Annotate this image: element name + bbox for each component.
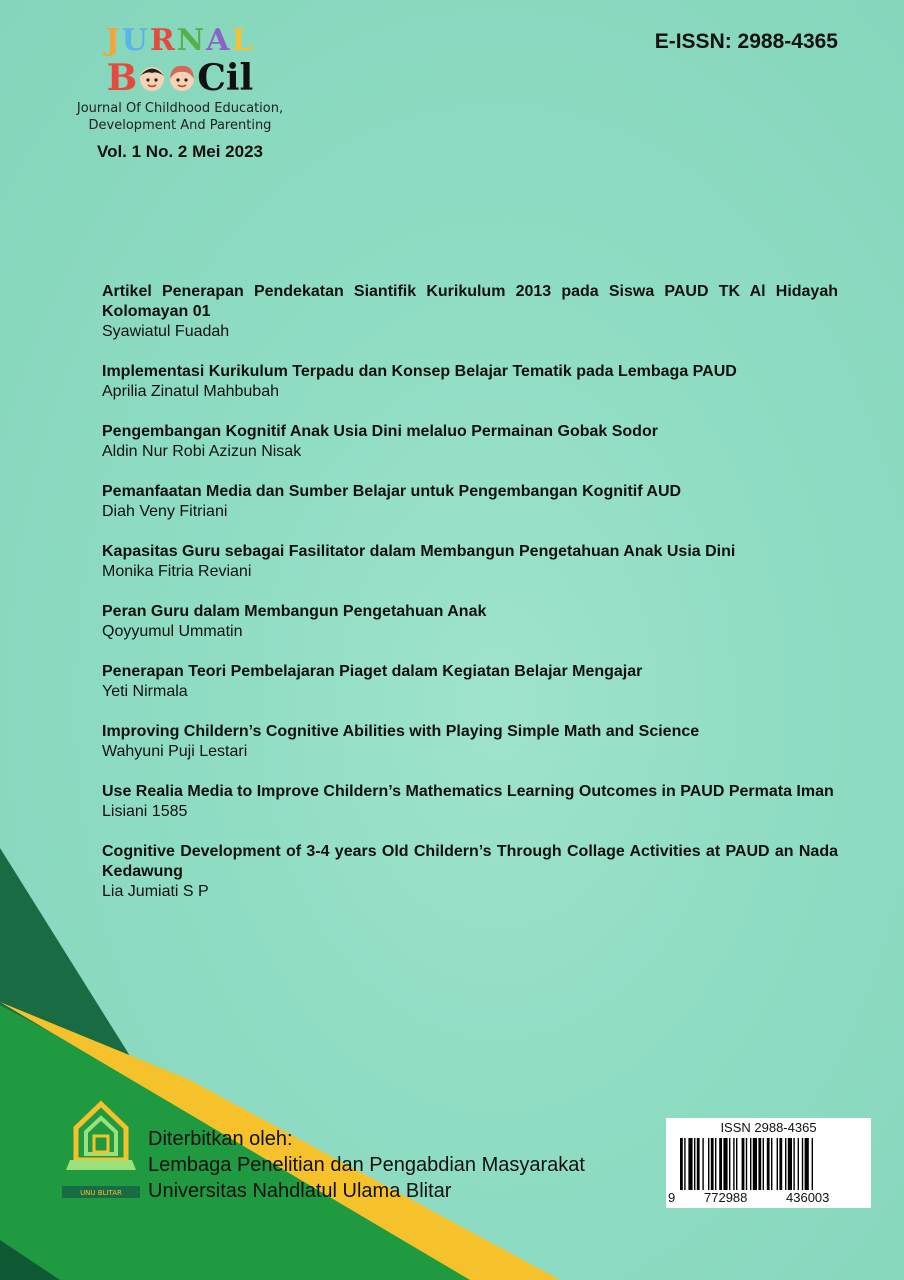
logo-subtitle-line2: Development And Parenting	[88, 118, 272, 133]
girl-face-icon	[167, 63, 197, 93]
barcode-bar	[777, 1138, 778, 1190]
barcode-bar	[788, 1138, 792, 1190]
barcode-bar	[723, 1138, 727, 1190]
logo-letter: A	[206, 23, 232, 58]
university-logo-icon	[56, 1100, 146, 1205]
logo-letter: R	[149, 23, 177, 58]
article-author: Syawiatul Fuadah	[102, 323, 230, 340]
logo-letter-b: B	[106, 57, 138, 99]
logo-title-bocil	[70, 58, 290, 98]
journal-logo	[70, 24, 290, 134]
university-logo-text: UNU BLITAR	[80, 1189, 122, 1197]
barcode-bar	[767, 1138, 770, 1190]
article-author: Lia Jumiati S P	[102, 883, 209, 900]
barcode-issn-text: ISSN 2988-4365	[720, 1120, 817, 1135]
article-item	[102, 362, 838, 402]
barcode-bar	[688, 1138, 692, 1190]
article-title: Artikel Penerapan Pendekatan Siantifik Kurikulum 2013 pada Siswa PAUD TK Al Hidayah Kolomayan 01	[102, 283, 838, 320]
article-item	[102, 662, 838, 702]
barcode-bar	[729, 1138, 730, 1190]
logo-subtitle-line1: Journal Of Childhood Education,	[76, 101, 284, 116]
barcode-bar	[771, 1138, 772, 1190]
barcode-bar	[742, 1138, 745, 1190]
barcode-bar	[719, 1138, 722, 1190]
article-title: Improving Childern’s Cognitive Abilities with Playing Simple Math and Science	[102, 723, 700, 740]
article-author: Lisiani 1585	[102, 803, 188, 820]
issn-barcode	[666, 1118, 871, 1208]
article-list	[102, 282, 838, 922]
article-item	[102, 422, 838, 462]
article-author: Qoyyumul Ummatin	[102, 623, 243, 640]
eissn-label: E-ISSN: 2988-4365	[654, 30, 838, 53]
article-item	[102, 482, 838, 522]
barcode-bar	[779, 1138, 782, 1190]
barcode-bar	[753, 1138, 757, 1190]
article-title: Cognitive Development of 3-4 years Old Childern’s Through Collage Activities at PAUD an Nada Kedawung	[102, 843, 838, 880]
article-title: Kapasitas Guru sebagai Fasilitator dalam Membangun Pengetahuan Anak Usia Dini	[102, 543, 736, 560]
article-item	[102, 602, 838, 642]
barcode-bar	[746, 1138, 747, 1190]
logo-subtitle	[70, 100, 290, 134]
barcode-bar	[702, 1138, 703, 1190]
article-title: Implementasi Kurikulum Terpadu dan Konsep Belajar Tematik pada Lembaga PAUD	[102, 363, 737, 380]
article-author: Wahyuni Puji Lestari	[102, 743, 248, 760]
barcode-bar	[793, 1138, 794, 1190]
barcode-bar	[711, 1138, 714, 1190]
article-author: Aldin Nur Robi Azizun Nisak	[102, 443, 302, 460]
article-title: Pemanfaatan Media dan Sumber Belajar untuk Pengembangan Kognitif AUD	[102, 483, 682, 500]
logo-letter: J	[105, 23, 122, 58]
publisher-label: Diterbitkan oleh:	[148, 1128, 293, 1150]
article-item	[102, 722, 838, 762]
barcode-bar	[802, 1138, 803, 1190]
barcode-bar	[733, 1138, 734, 1190]
logo-letter: L	[231, 23, 255, 58]
barcode-bar	[684, 1138, 685, 1190]
barcode-bar	[715, 1138, 716, 1190]
barcode-bar	[708, 1138, 709, 1190]
barcode-left-digits: 772988	[704, 1190, 748, 1205]
barcode-bar	[736, 1138, 737, 1190]
article-title: Peran Guru dalam Membangun Pengetahuan Anak	[102, 603, 487, 620]
barcode-bar	[758, 1138, 761, 1190]
logo-letter: U	[121, 23, 150, 58]
article-title: Penerapan Teori Pembelajaran Piaget dalam Kegiatan Belajar Mengajar	[102, 663, 643, 680]
volume-label: Vol. 1 No. 2 Mei 2023	[97, 142, 263, 161]
publisher-university: Universitas Nahdlatul Ulama Blitar	[148, 1180, 452, 1202]
article-author: Monika Fitria Reviani	[102, 563, 252, 580]
barcode-right-digits: 436003	[786, 1190, 830, 1205]
article-author: Yeti Nirmala	[102, 683, 188, 700]
article-author: Diah Veny Fitriani	[102, 503, 228, 520]
article-item	[102, 842, 838, 902]
barcode-bar	[785, 1138, 786, 1190]
publisher-institute: Lembaga Penelitian dan Pengabdian Masyarakat	[148, 1154, 585, 1176]
article-title: Pengembangan Kognitif Anak Usia Dini melaluo Permainan Gobak Sodor	[102, 423, 658, 440]
barcode-bar	[697, 1138, 700, 1190]
barcode-bar	[750, 1138, 751, 1190]
article-item	[102, 542, 838, 582]
logo-title-jurnal	[70, 24, 290, 58]
publisher-block	[148, 1126, 585, 1204]
logo-letters-cil: Cil	[197, 57, 254, 99]
article-item	[102, 282, 838, 342]
barcode-bar	[805, 1138, 809, 1190]
boy-face-icon	[137, 63, 167, 93]
barcode-bar	[763, 1138, 764, 1190]
barcode-bar	[694, 1138, 695, 1190]
barcode-bar	[680, 1138, 683, 1190]
barcode-bar	[812, 1138, 813, 1190]
logo-letter: N	[176, 23, 207, 58]
barcode-bars	[680, 1138, 860, 1190]
article-author: Aprilia Zinatul Mahbubah	[102, 383, 279, 400]
barcode-lead-digit: 9	[668, 1190, 676, 1205]
barcode-bar	[798, 1138, 799, 1190]
article-title: Use Realia Media to Improve Childern’s Mathematics Learning Outcomes in PAUD Permata Iman	[102, 783, 834, 800]
article-item	[102, 782, 838, 822]
